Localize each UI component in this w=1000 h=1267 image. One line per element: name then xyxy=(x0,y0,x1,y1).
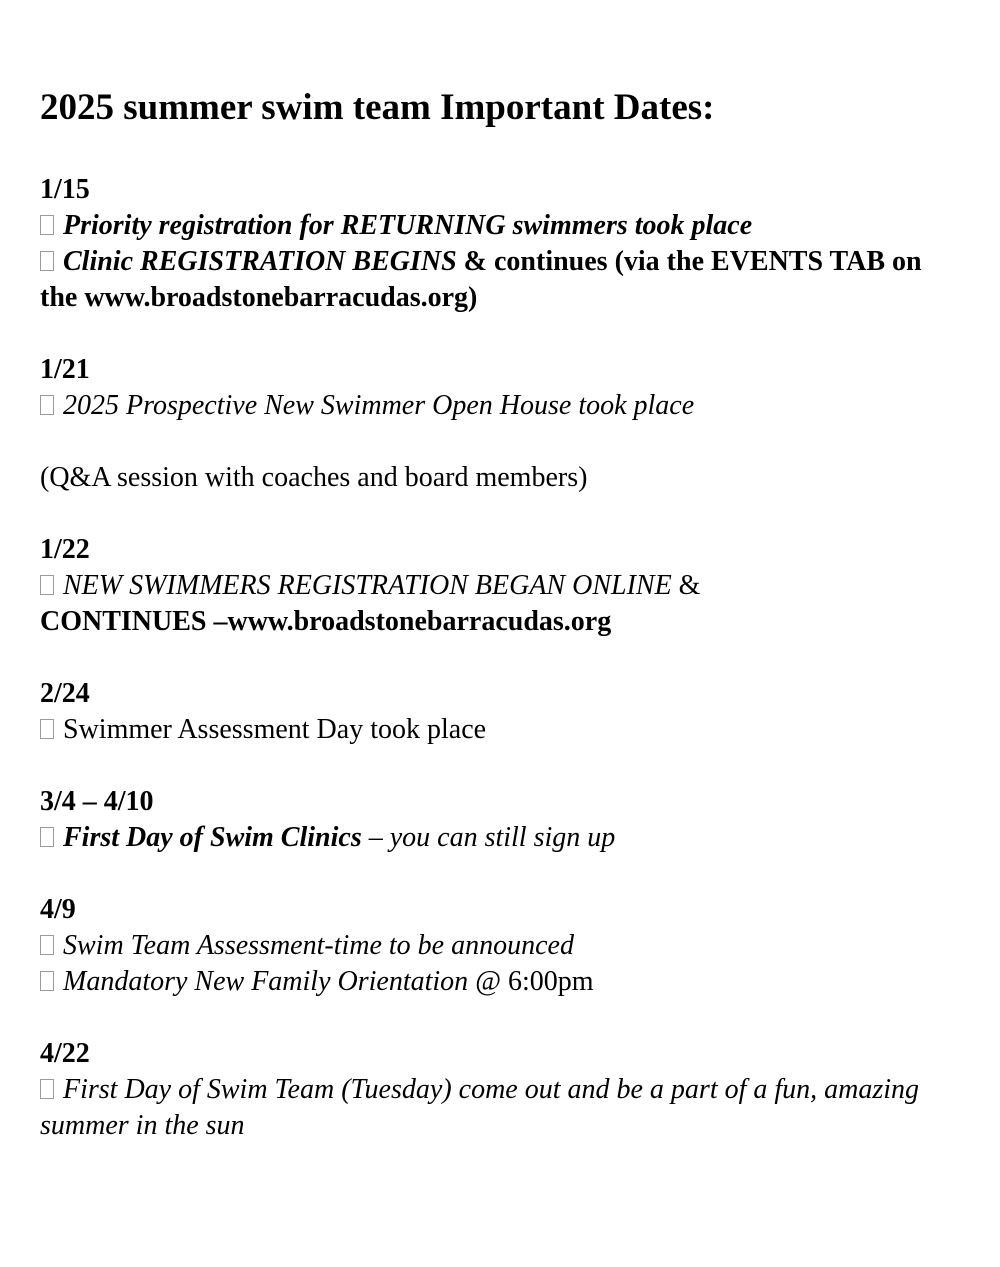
entry-text: 6:00pm xyxy=(500,966,594,997)
entry-line xyxy=(40,964,940,1000)
entry-text: & continues (via the EVENTS TAB on the www.broadstonebarracudas.org) xyxy=(40,246,922,313)
empty-checkbox-icon xyxy=(40,215,54,235)
entry-text: 2025 Prospective New Swimmer Open House took place xyxy=(63,390,695,421)
date-entry-1-15 xyxy=(40,172,940,316)
empty-checkbox-icon xyxy=(40,575,54,595)
entry-text: Swim Team Assessment-time to be announced xyxy=(63,930,574,961)
entry-text: Priority registration for RETURNING swimmers took place xyxy=(63,210,753,241)
entry-date: 3/4 – 4/10 xyxy=(40,786,154,817)
empty-checkbox-icon xyxy=(40,1079,54,1099)
document-page xyxy=(40,84,940,1180)
entry-text: NEW SWIMMERS REGISTRATION BEGAN ONLINE xyxy=(63,570,672,601)
entry-line xyxy=(40,1072,940,1144)
entry-line xyxy=(40,388,940,424)
empty-checkbox-icon xyxy=(40,395,54,415)
date-entry-1-21 xyxy=(40,352,940,424)
page-title: 2025 summer swim team Important Dates: xyxy=(40,87,715,128)
date-entry-3-4 xyxy=(40,784,940,856)
entry-line xyxy=(40,712,940,748)
date-entry-4-22 xyxy=(40,1036,940,1144)
empty-checkbox-icon xyxy=(40,251,54,271)
entry-date: 1/15 xyxy=(40,174,90,205)
empty-checkbox-icon xyxy=(40,971,54,991)
entry-line xyxy=(40,244,940,316)
entry-date: 4/9 xyxy=(40,894,76,925)
entry-text: Swimmer Assessment Day took place xyxy=(63,714,487,745)
entry-line xyxy=(40,568,940,604)
date-entry-4-9 xyxy=(40,892,940,1000)
entry-text: CONTINUES –www.broadstonebarracudas.org xyxy=(40,606,612,637)
entry-date: 2/24 xyxy=(40,678,90,709)
entry-text: Mandatory New Family Orientation @ xyxy=(63,966,501,997)
open-house-note: (Q&A session with coaches and board members) xyxy=(40,462,588,493)
date-entry-1-22 xyxy=(40,532,940,640)
empty-checkbox-icon xyxy=(40,827,54,847)
date-entry-2-24 xyxy=(40,676,940,748)
entry-date: 4/22 xyxy=(40,1038,90,1069)
entry-date: 1/21 xyxy=(40,354,90,385)
empty-checkbox-icon xyxy=(40,935,54,955)
empty-checkbox-icon xyxy=(40,719,54,739)
entry-line xyxy=(40,928,940,964)
entry-line xyxy=(40,820,940,856)
entry-date: 1/22 xyxy=(40,534,90,565)
entry-line xyxy=(40,208,940,244)
entry-text: – you can still sign up xyxy=(361,822,616,853)
entry-text: & xyxy=(671,570,701,601)
entry-text: Clinic REGISTRATION BEGINS xyxy=(63,246,457,277)
entry-text: First Day of Swim Clinics xyxy=(63,822,362,853)
entry-text: First Day of Swim Team (Tuesday) come out and be a part of a fun, amazing summer in the sun xyxy=(40,1074,920,1141)
